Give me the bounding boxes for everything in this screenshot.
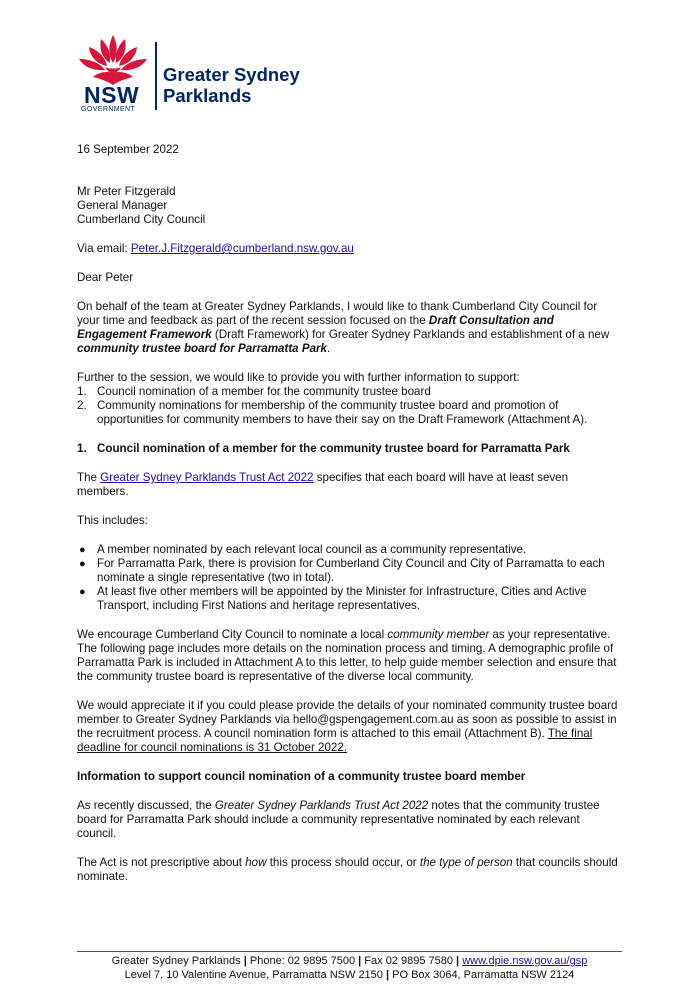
para8-text-1: The Act is not prescriptive about — [77, 856, 246, 869]
footer-divider — [77, 951, 622, 952]
nsw-gsp-logo — [70, 30, 310, 112]
brand-name — [163, 64, 300, 106]
para1-board-name: community trustee board for Parramatta Park — [77, 342, 327, 355]
via-email-label: Via email: — [77, 242, 131, 255]
para3-text-1: The — [77, 471, 101, 484]
para1-text-2: (Draft Framework) for Greater Sydney Parklands and establishment of a new — [211, 328, 610, 341]
recipient-title: General Manager — [77, 199, 168, 212]
para1-text-3: . — [327, 342, 331, 355]
para7-text-1: As recently discussed, the — [77, 799, 215, 812]
para5-text-1: We encourage Cumberland City Council to nominate a local — [77, 628, 388, 641]
list-item-text: Council nomination of a member for the community trustee board — [97, 385, 431, 398]
logo-divider — [155, 42, 157, 110]
footer-line-2 — [77, 969, 622, 983]
board-members-list — [77, 543, 622, 613]
letter-body — [77, 143, 622, 899]
section-1-heading — [77, 442, 622, 456]
list-number: 2. — [77, 399, 87, 412]
para7-act-name: Greater Sydney Parklands Trust Act 2022 — [214, 799, 429, 812]
waratah-icon — [75, 33, 151, 89]
footer-line-1 — [77, 955, 622, 969]
section-1-title: Council nomination of a member for the community trustee board for Parramatta Park — [97, 442, 570, 455]
list-item — [77, 543, 622, 557]
list-item-text: Community nominations for membership of the community trustee board and promotion of opportunities for community members to have their say on the Draft Framework (Attachment A). — [97, 399, 588, 426]
brand-line-1: Greater Sydney — [163, 64, 300, 85]
nsw-wordmark: NSW — [84, 82, 140, 108]
footer-website-link[interactable]: www.dpie.nsw.gov.au/gsp — [462, 955, 588, 967]
via-email-line — [77, 242, 622, 256]
list-item — [77, 585, 622, 613]
support-list — [77, 371, 622, 427]
list-item — [77, 385, 622, 399]
section-2-heading: Information to support council nomination of a community trustee board member — [77, 770, 526, 783]
paragraph-act — [77, 471, 622, 499]
salutation: Dear Peter — [77, 271, 134, 284]
para8-emphasis-type: the type of person — [419, 856, 513, 869]
recipient-org: Cumberland City Council — [77, 213, 206, 226]
paragraph-discussed — [77, 799, 622, 841]
footer-phone: Phone: 02 9895 7500 — [249, 955, 356, 967]
para8-emphasis-how: how — [245, 856, 267, 869]
para1-framework-name: Draft Consultation and Engagement Framework — [77, 314, 554, 341]
paragraph-encourage — [77, 628, 622, 684]
para5-text-2: as your representative. The following page includes more details on the nomination process and timing. A demographic profile of Parramatta Park is included in Attachment A to this letter, to help guide member selection and ensure that the community trustee board is representative of the diverse local community. — [77, 628, 617, 683]
list-number: 1. — [77, 385, 87, 398]
paragraph-includes: This includes: — [77, 514, 148, 527]
bullet-icon: ● — [79, 558, 86, 570]
recipient-email-link[interactable]: Peter.J.Fitzgerald@cumberland.nsw.gov.au — [130, 242, 354, 255]
letter-footer — [77, 955, 622, 982]
government-wordmark: GOVERNMENT — [81, 106, 136, 113]
footer-separator: | — [240, 955, 250, 967]
footer-fax: Fax 02 9895 7580 — [364, 955, 453, 967]
paragraph-deadline — [77, 699, 622, 755]
para5-emphasis: community member — [387, 628, 490, 641]
footer-separator: | — [452, 955, 463, 967]
footer-po-box: PO Box 3064, Parramatta NSW 2124 — [392, 968, 575, 981]
para1-text-1: On behalf of the team at Greater Sydney Parklands, I would like to thank Cumberland City Council for your time and feedback as part of the recent session focused on the — [77, 300, 598, 327]
paragraph-thanks — [77, 300, 622, 356]
brand-line-2: Parklands — [163, 85, 252, 106]
recipient-name: Mr Peter Fitzgerald — [77, 185, 176, 198]
footer-separator: | — [355, 955, 365, 967]
para3-text-2: specifies that each board will have at least seven members. — [77, 471, 569, 498]
footer-separator: | — [382, 968, 393, 981]
para6-text-1: We would appreciate it if you could please provide the details of your nominated community trustee board member to Greater Sydney Parklands via hello@gspengagement.com.au as soon as possible to assist in the recruitment process. A council nomination form is attached to this email (Attachment B). — [77, 699, 618, 740]
paragraph-not-prescriptive — [77, 856, 622, 884]
list-item — [77, 557, 622, 585]
para8-text-3: that councils should nominate. — [77, 856, 618, 883]
nomination-deadline: The final deadline for council nominations is 31 October 2022. — [77, 727, 593, 754]
recipient-address — [77, 185, 622, 227]
section-number: 1. — [77, 442, 87, 455]
list-item — [77, 399, 622, 427]
trust-act-link[interactable]: Greater Sydney Parklands Trust Act 2022 — [100, 471, 314, 484]
bullet-text: For Parramatta Park, there is provision for Cumberland City Council and City of Parramatta to each nominate a single representative (two in total). — [97, 557, 605, 584]
bullet-text: A member nominated by each relevant local council as a community representative. — [97, 543, 527, 556]
footer-org: Greater Sydney Parklands — [111, 955, 241, 967]
footer-address: Level 7, 10 Valentine Avenue, Parramatta NSW 2150 — [124, 968, 383, 981]
bullet-icon: ● — [79, 586, 86, 598]
para7-text-2: notes that the community trustee board for Parramatta Park should include a community representative nominated by each relevant council. — [77, 799, 600, 840]
letter-date: 16 September 2022 — [77, 143, 179, 156]
bullet-text: At least five other members will be appointed by the Minister for Infrastructure, Cities and Active Transport, including First Nations and heritage representatives. — [97, 585, 587, 612]
bullet-icon: ● — [79, 544, 86, 556]
para8-text-2: this process should occur, or — [266, 856, 420, 869]
support-intro: Further to the session, we would like to provide you with further information to support: — [77, 371, 520, 384]
